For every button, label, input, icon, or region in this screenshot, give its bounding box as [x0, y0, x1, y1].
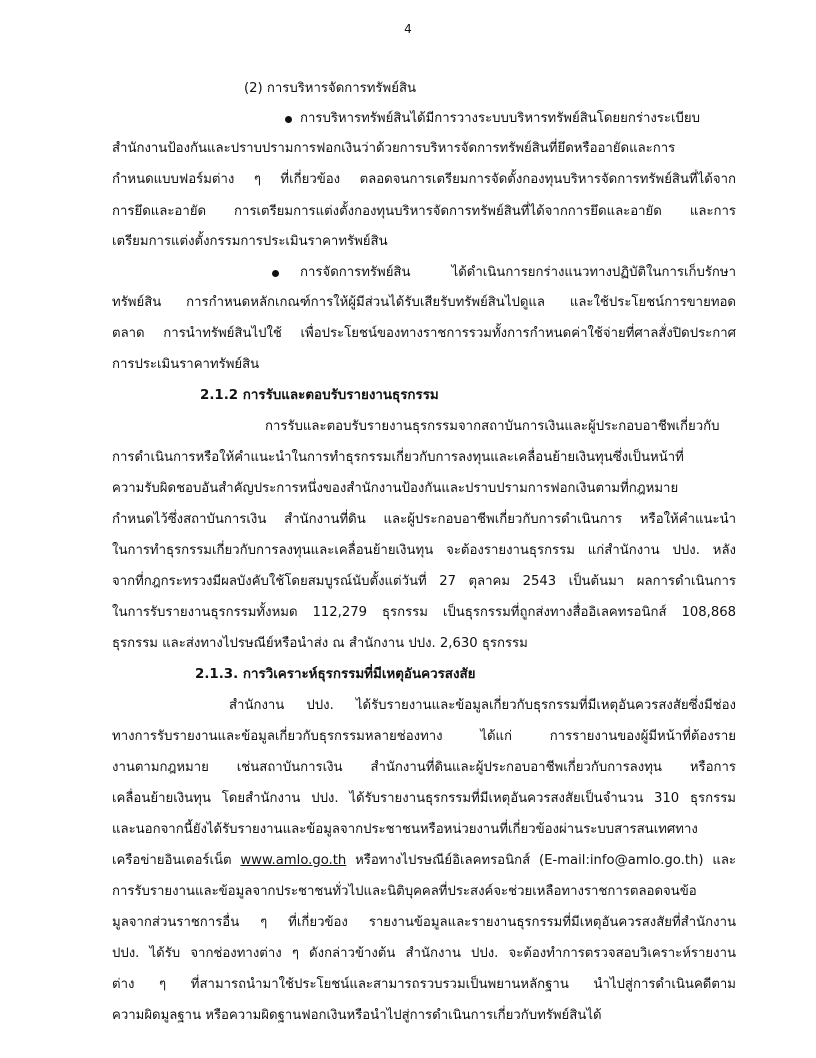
- paragraph-line: ในการรับรายงานธุรกรรมทั้งหมด 112,279 ธุรกรรม เป็นธุรกรรมที่ถูกส่งทางสื่ออิเลคทรอนิกส์ 108,868: [112, 605, 736, 620]
- paragraph-line: เคลื่อนย้ายเงินทุน โดยสำนักงาน ปปง. ได้รับรายงานธุรกรรมที่มีเหตุอันควรสงสัยเป็นจำนวน 310 ธุรกรรม: [112, 791, 736, 806]
- paragraph-text: เครือข่ายอินเตอร์เน็ต: [112, 853, 241, 868]
- bullet-icon: [272, 270, 279, 277]
- section-2-1-2-heading: 2.1.2 การรับและตอบรับรายงานธุรกรรม: [200, 388, 439, 403]
- paragraph-line-with-link: [112, 852, 736, 870]
- paragraph-line: กำหนดแบบฟอร์มต่าง ๆ ที่เกี่ยวข้อง ตลอดจนการเตรียมการจัดตั้งกองทุนบริหารจัดการทรัพย์สินที่ได้จาก: [112, 172, 736, 187]
- paragraph-line: การจัดการทรัพย์สิน ได้ดำเนินการยกร่างแนวทางปฏิบัติในการเก็บรักษา: [300, 265, 736, 280]
- paragraph-line: เตรียมการแต่งตั้งกรรมการประเมินราคาทรัพย์สิน: [112, 234, 388, 249]
- page-number: 4: [404, 22, 412, 36]
- paragraph-line: สำนักงานป้องกันและปราบปรามการฟอกเงินว่าด้วยการบริหารจัดการทรัพย์สินที่ยึดหรืออายัดและการ: [112, 141, 676, 156]
- paragraph-line: ทางการรับรายงานและข้อมูลเกี่ยวกับธุรกรรมหลายช่องทาง ได้แก่ การรายงานของผู้มีหน้าที่ต้องราย: [112, 729, 736, 744]
- paragraph-line: การรับรายงานและข้อมูลจากประชาชนทั่วไปและนิติบุคคลที่ประสงค์จะช่วยเหลือทางราชการตลอดจนข้อ: [112, 884, 697, 899]
- paragraph-line: ความผิดมูลฐาน หรือความผิดฐานฟอกเงินหรือนำไปสู่การดำเนินการเกี่ยวกับทรัพย์สินได้: [112, 1008, 602, 1023]
- paragraph-line: ปปง. ได้รับ จากช่องทางต่าง ๆ ดังกล่าวข้างต้น สำนักงาน ปปง. จะต้องทำการตรวจสอบวิเคราะห์รายงาน: [112, 946, 736, 961]
- paragraph-line: การยึดและอายัด การเตรียมการแต่งตั้งกองทุนบริหารจัดการทรัพย์สินที่ได้จากการยึดและอายัด และการ: [112, 204, 736, 219]
- paragraph-line: งานตามกฎหมาย เช่นสถาบันการเงิน สำนักงานที่ดินและผู้ประกอบอาชีพเกี่ยวกับการลงทุน หรือการ: [112, 760, 736, 775]
- website-link[interactable]: www.amlo.go.th: [240, 853, 347, 868]
- paragraph-line: ความรับผิดชอบอันสำคัญประการหนึ่งของสำนักงานป้องกันและปราบปรามการฟอกเงินตามที่กฎหมาย: [112, 481, 679, 496]
- paragraph-text: หรือทางไปรษณีย์อิเลคทรอนิกส์ (E-mail:info@amlo.go.th) และ: [346, 853, 736, 868]
- paragraph-line: และนอกจากนี้ยังได้รับรายงานและข้อมูลจากประชาชนหรือหน่วยงานที่เกี่ยวข้องผ่านระบบสารสนเทศทาง: [112, 822, 698, 837]
- paragraph-line: จากที่กฎกระทรวงมีผลบังคับใช้โดยสมบูรณ์นับตั้งแต่วันที่ 27 ตุลาคม 2543 เป็นต้นมา ผลการดำเนินการ: [112, 574, 736, 589]
- paragraph-line: ตลาด การนำทรัพย์สินไปใช้ เพื่อประโยชน์ของทางราชการรวมทั้งการกำหนดค่าใช้จ่ายที่ศาลสั่งปิดประกาศ: [112, 326, 736, 341]
- paragraph-line: การดำเนินการหรือให้คำแนะนำในการทำธุรกรรมเกี่ยวกับการลงทุนและเคลื่อนย้ายเงินทุนซึ่งเป็นหน้าที่: [112, 450, 684, 465]
- bullet-icon: [285, 116, 292, 123]
- paragraph-line: การรับและตอบรับรายงานธุรกรรมจากสถาบันการเงินและผู้ประกอบอาชีพเกี่ยวกับ: [265, 419, 720, 434]
- paragraph-line: ในการทำธุรกรรมเกี่ยวกับการลงทุนและเคลื่อนย้ายเงินทุน จะต้องรายงานธุรกรรม แก่สำนักงาน ปปง. หลัง: [112, 543, 736, 558]
- paragraph-line: การประเมินราคาทรัพย์สิน: [112, 357, 260, 372]
- section-2-heading: (2) การบริหารจัดการทรัพย์สิน: [244, 81, 417, 96]
- paragraph-line: สำนักงาน ปปง. ได้รับรายงานและข้อมูลเกี่ยวกับธุรกรรมที่มีเหตุอันควรสงสัยซึ่งมีช่อง: [229, 698, 736, 713]
- paragraph-line: ทรัพย์สิน การกำหนดหลักเกณฑ์การให้ผู้มีส่วนได้รับเสียรับทรัพย์สินไปดูแล และใช้ประโยชน์การขายทอด: [112, 295, 736, 310]
- paragraph-line: มูลจากส่วนราชการอื่น ๆ ที่เกี่ยวข้อง รายงานข้อมูลและรายงานธุรกรรมที่มีเหตุอันควรสงสัยที่สำนักงาน: [112, 915, 736, 930]
- paragraph-line: ต่าง ๆ ที่สามารถนำมาใช้ประโยชน์และสามารถรวบรวมเป็นพยานหลักฐาน นำไปสู่การดำเนินคดีตาม: [112, 977, 736, 992]
- paragraph-line: การบริหารทรัพย์สินได้มีการวางระบบบริหารทรัพย์สินโดยยกร่างระเบียบ: [300, 111, 700, 126]
- section-2-1-3-heading: 2.1.3. การวิเคราะห์ธุรกรรมที่มีเหตุอันควรสงสัย: [195, 667, 476, 682]
- paragraph-line: กำหนดไว้ซึ่งสถาบันการเงิน สำนักงานที่ดิน และผู้ประกอบอาชีพเกี่ยวกับการดำเนินการ หรือให้คำแนะนำ: [112, 512, 736, 527]
- paragraph-line: ธุรกรรม และส่งทางไปรษณีย์หรือนำส่ง ณ สำนักงาน ปปง. 2,630 ธุรกรรม: [112, 636, 528, 651]
